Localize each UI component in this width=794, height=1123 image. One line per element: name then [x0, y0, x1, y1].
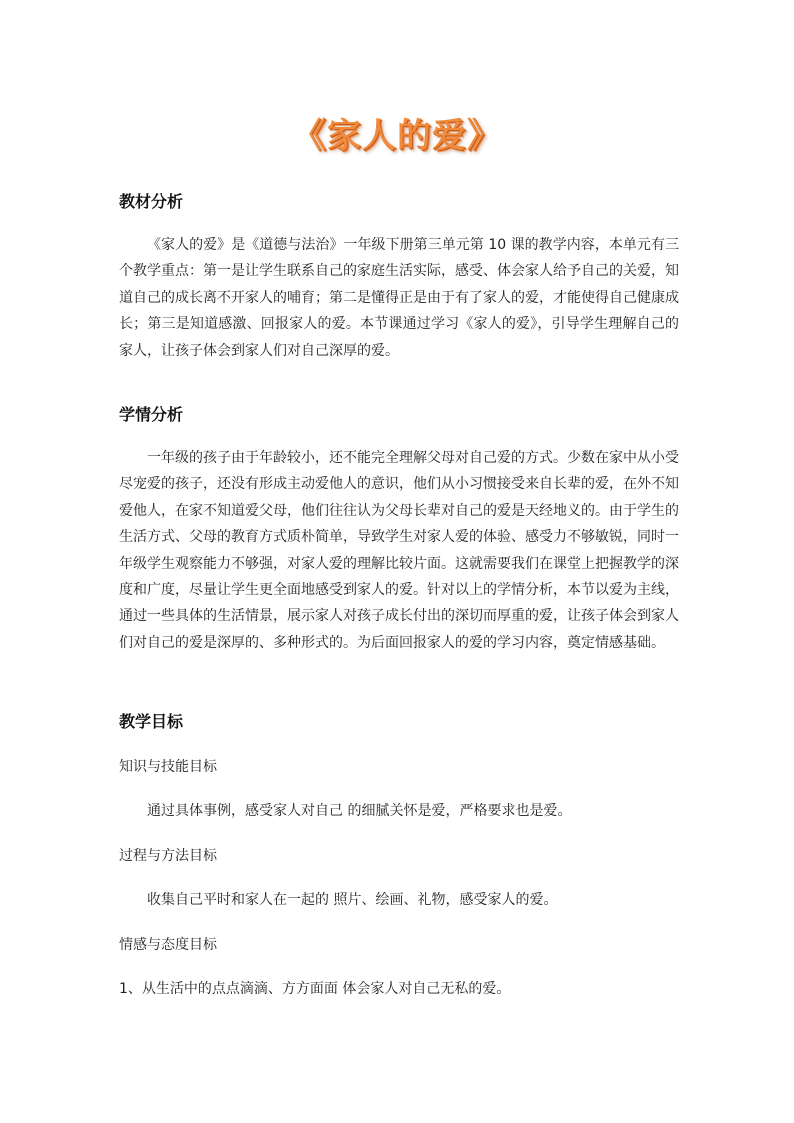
section-heading-goals: 教学目标: [119, 712, 184, 731]
goal-text-process: 收集自己平时和家人在一起的 照片、绘画、礼物，感受家人的爱。: [147, 892, 558, 908]
goal-label-emotion: 情感与态度目标: [119, 937, 217, 953]
goal-label-process: 过程与方法目标: [119, 848, 217, 864]
goal-text-knowledge: 通过具体事例，感受家人对自己 的细腻关怀是爱，严格要求也是爱。: [147, 803, 572, 819]
document-title: 《家人的爱》: [292, 116, 502, 156]
paragraph-learners: 一年级的孩子由于年龄较小，还不能完全理解父母对自己爱的方式。少数在家中从小受尽宠爱的孩子，还没有形成主动爱他人的意识，他们从小习惯接受来自长辈的爱，在外不知爱他人，在家不知道爱父母，他们往往认为父母长辈对自己的爱是天经地义的。由于学生的生活方式、父母的教育方式质朴简单，导致学生对家人爱的体验、感受力不够敏锐，同时一年级学生观察能力不够强，对家人爱的理解比较片面。这就需要我们在课堂上把握教学的深度和广度，尽量让学生更全面地感受到家人的爱。针对以上的学情分析，本节以爱为主线，通过一些具体的生活情景，展示家人对孩子成长付出的深切而厚重的爱，让孩子体会到家人们对自己的爱是深厚的、多种形式的。为后面回报家人的爱的学习内容，奠定情感基础。: [119, 450, 679, 651]
paragraph-materials: 《家人的爱》是《道德与法治》一年级下册第三单元第 10 课的教学内容，本单元有三个教学重点：第一是让学生联系自己的家庭生活实际，感受、体会家人给予自己的关爱，知道自己的成长离不开家人的哺育；第二是懂得正是由于有了家人的爱，才能使得自己健康成长；第三是知道感激、回报家人的爱。本节课通过学习《家人的爱》，引导学生理解自己的家人，让孩子体会到家人们对自己深厚的爱。: [119, 237, 679, 359]
section-heading-materials: 教材分析: [119, 192, 184, 211]
section-heading-learners: 学情分析: [119, 405, 184, 424]
goal-label-knowledge: 知识与技能目标: [119, 759, 217, 775]
goal-item-emotion-1: 1、从生活中的点点滴滴、方方面面 体会家人对自己无私的爱。: [119, 981, 511, 997]
